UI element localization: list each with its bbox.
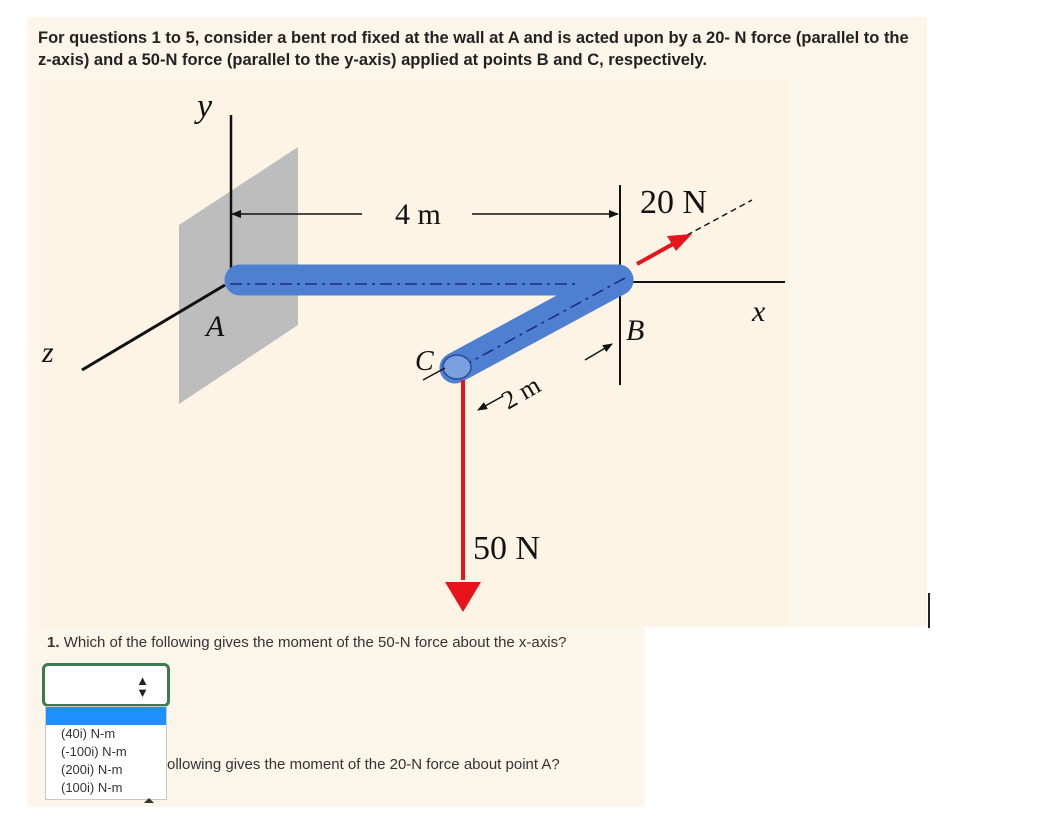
question-1-number: 1. [47,634,60,651]
label-c: C [415,346,434,377]
text-cursor-line [928,593,930,628]
select-arrows-icon: ▲ ▼ [136,673,149,700]
dropdown-option[interactable]: (40i) N-m [61,726,116,741]
dropdown-option[interactable]: (200i) N-m [61,762,123,777]
label-force-20n: 20 N [640,184,708,221]
label-z: z [42,336,54,369]
question-1-label: Which of the following gives the moment of the 50-N force about the x-axis? [63,634,567,651]
dropdown-highlighted-option[interactable] [46,707,166,725]
label-dim-2m: 2 m [496,370,546,416]
question-1-text [47,634,566,651]
rod-end-c [443,355,471,379]
bent-rod-figure [40,80,790,627]
dim-2m-line-right [585,344,612,360]
dropdown-option[interactable]: (-100i) N-m [61,744,127,759]
intro-text: For questions 1 to 5, consider a bent rod fixed at the wall at A and is acted upon by a 20- N force (parallel to the z-axis) and a 50-N force (parallel to the y-axis) applied at points B and C, respectively. [38,29,909,69]
force-50n-arrowhead [445,582,481,612]
answer-options-dropdown[interactable] [45,706,167,800]
question-1-answer-select[interactable] [42,663,170,707]
label-a: A [206,310,225,343]
label-b: B [626,314,645,347]
bent-rod-diagram [40,80,790,627]
question-2-text: ollowing gives the moment of the 20-N force about point A? [167,756,560,773]
dropdown-scroll-up-icon[interactable] [144,798,154,803]
label-y: y [197,88,213,125]
label-dim-4m: 4 m [395,198,441,231]
dropdown-option[interactable]: (100i) N-m [61,780,123,795]
dim-2m-line-left [478,396,503,410]
label-force-50n: 50 N [473,530,541,567]
force-20n-arrowhead [667,234,692,251]
label-x: x [752,295,766,328]
force-20n-arrow [637,244,673,264]
